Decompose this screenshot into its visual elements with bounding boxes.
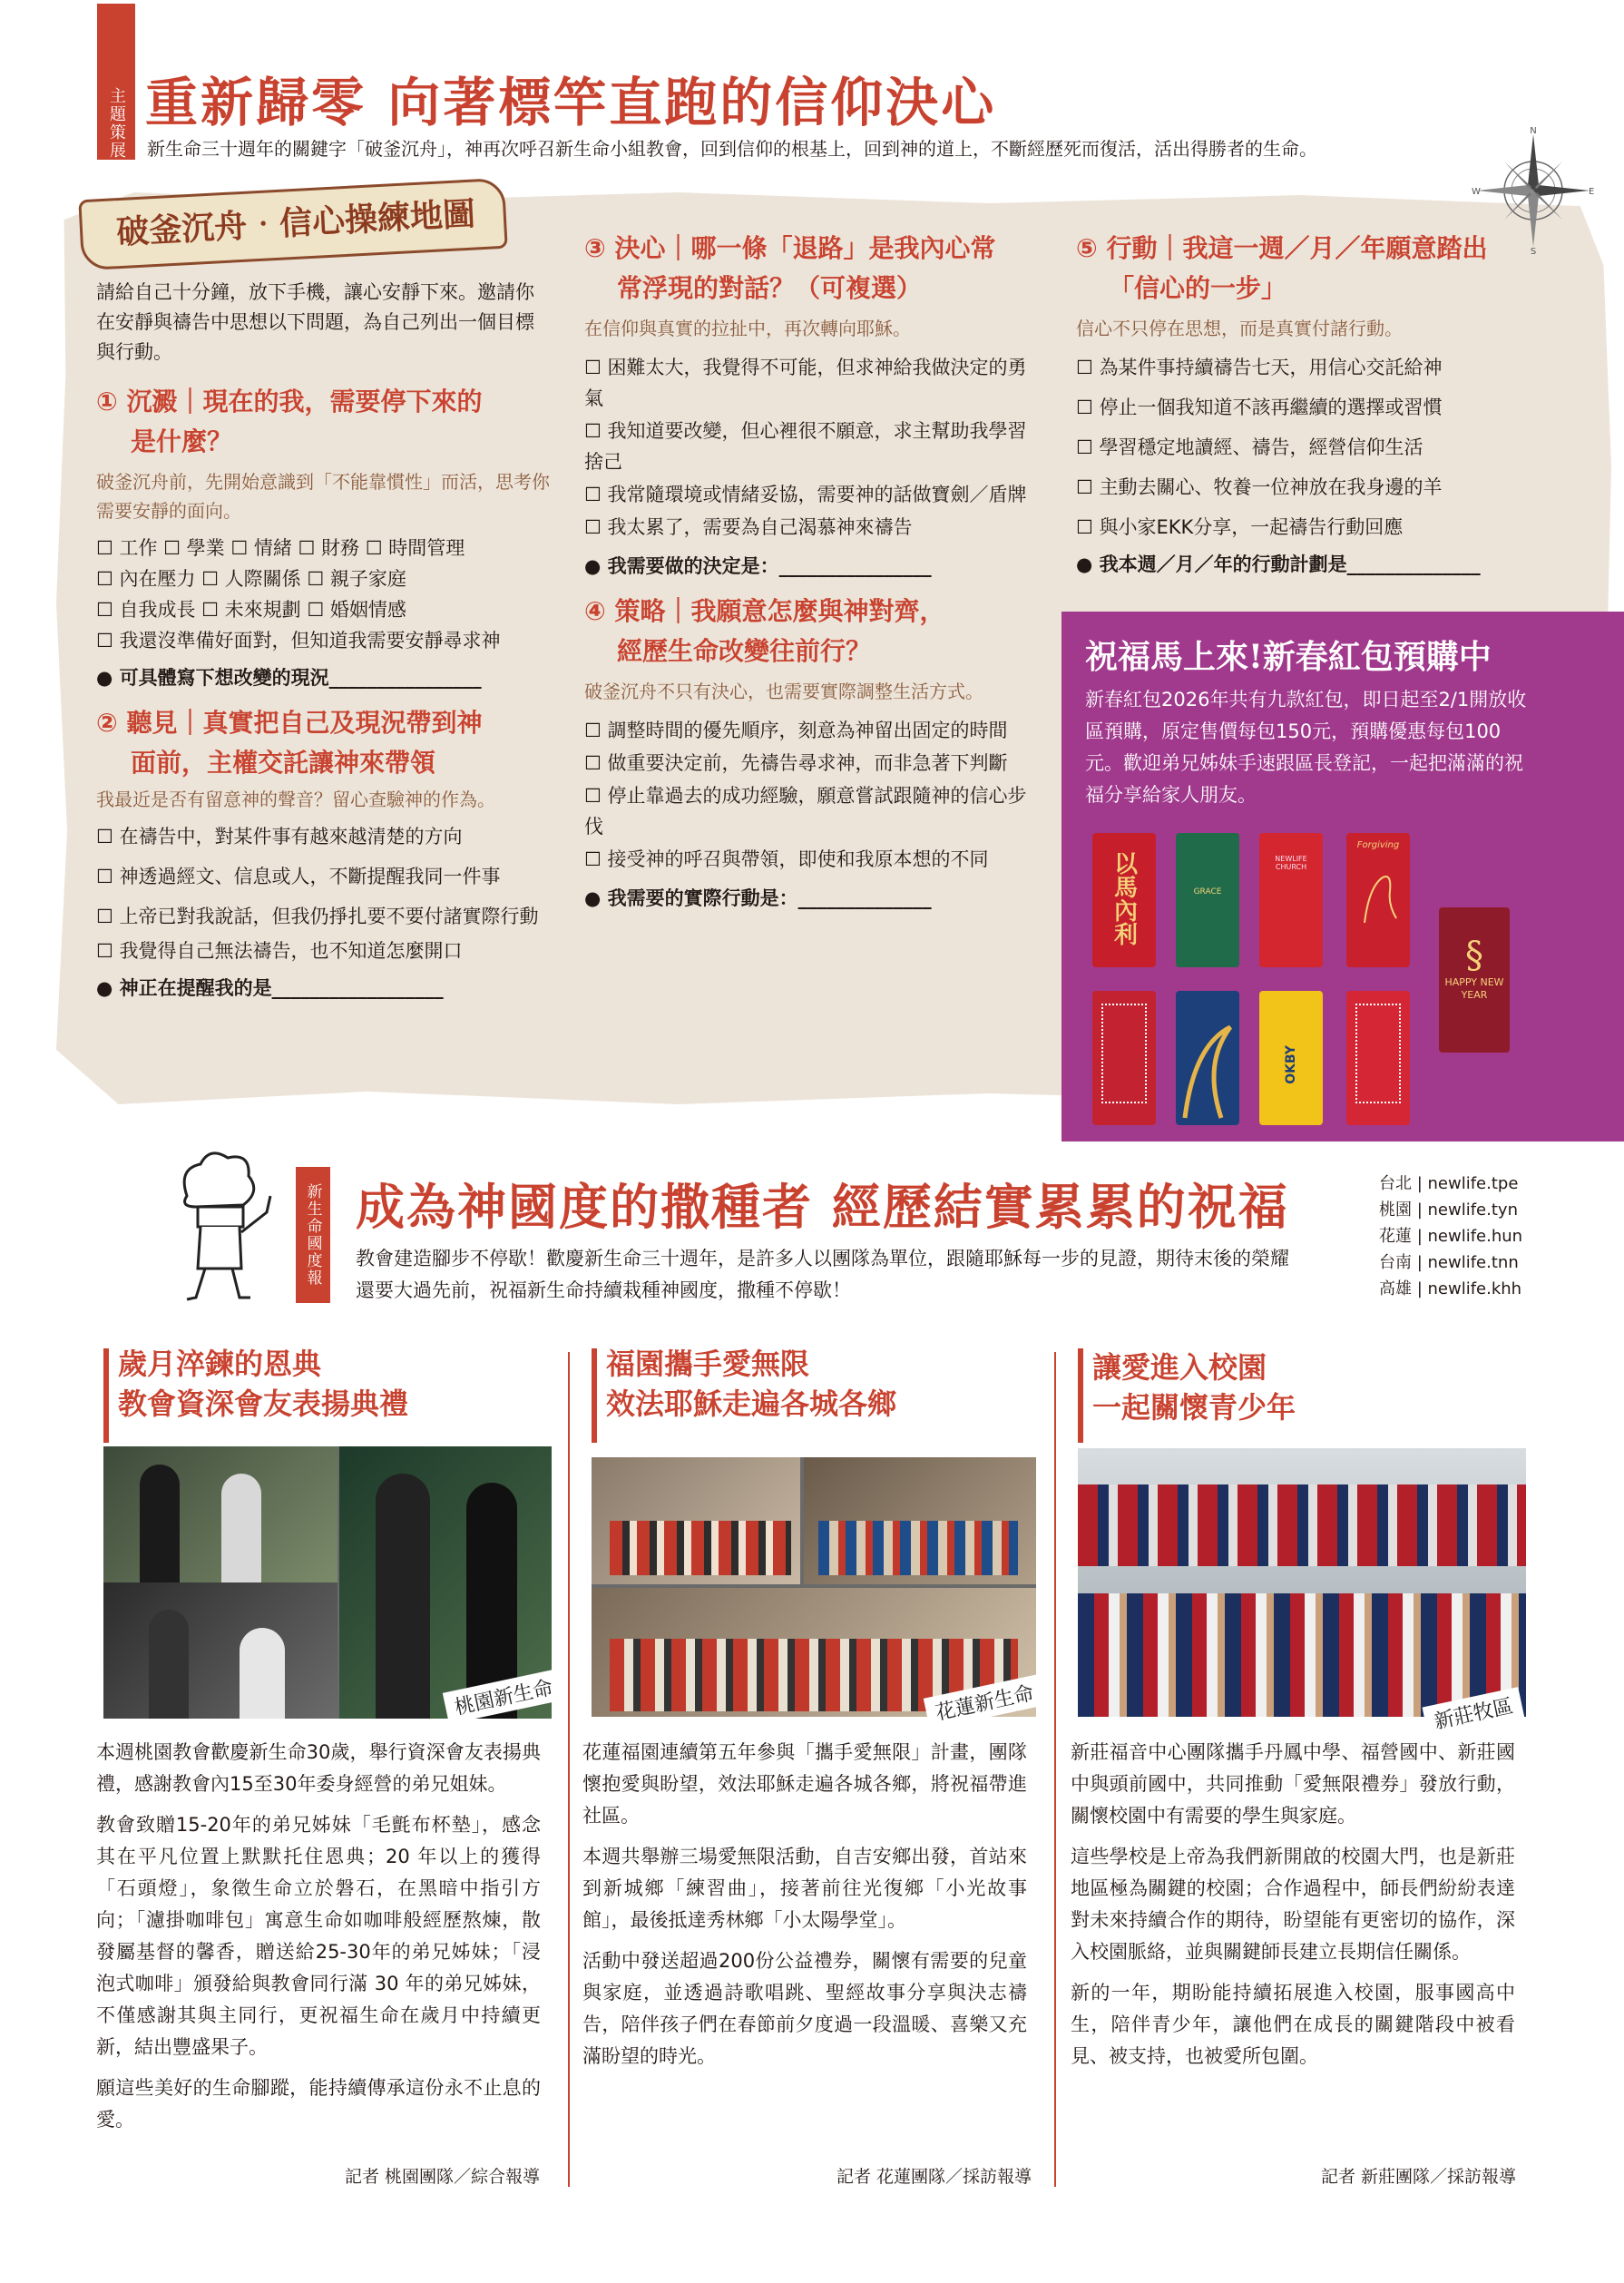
article-2-title: 福園攜手愛無限 — [606, 1347, 810, 1381]
red-envelope — [1346, 991, 1410, 1125]
question-3-write-line[interactable]: ● 我需要做的決定是：________________ — [584, 555, 932, 577]
question-2-title-cont: 面前，主權交託讓神來帶領 — [131, 748, 436, 778]
svg-text:N: N — [1530, 127, 1537, 136]
article-2-signature: 花蓮新生命 — [924, 1674, 1045, 1729]
question-2-option[interactable]: ☐ 在禱告中，對某件事有越來越清楚的方向 — [96, 826, 463, 848]
question-2-subtitle: 我最近是否有留意神的聲音？留心查驗神的作為。 — [96, 789, 495, 810]
article-1-title-cont: 教會資深會友表揚典禮 — [118, 1386, 409, 1421]
svg-text:W: W — [1472, 187, 1481, 197]
red-envelope: 以馬內利 — [1092, 833, 1156, 967]
social-links — [1379, 1171, 1522, 1302]
social-link[interactable]: 桃園 | newlife.tyn — [1379, 1200, 1518, 1220]
red-envelope-gallery — [1085, 822, 1521, 1132]
question-1-option[interactable]: ☐ 工作 ☐ 學業 ☐ 情緒 ☐ 財務 ☐ 時間管理 — [96, 537, 465, 559]
question-5-option[interactable]: ☐ 主動去關心、牧養一位神放在我身邊的羊 — [1076, 476, 1443, 498]
question-4-option[interactable]: ☐ 做重要決定前，先禱告尋求神，而非急著下判斷 — [584, 752, 1008, 774]
red-envelope — [1176, 991, 1239, 1125]
question-5-title: ⑤ 行動｜我這一週／月／年願意踏出 — [1076, 233, 1488, 263]
article-2-credit: 記者 花蓮團隊／採訪報導 — [836, 2167, 1032, 2187]
article-1-credit: 記者 桃園團隊／綜合報導 — [345, 2167, 541, 2187]
question-3-option[interactable]: ☐ 我知道要改變，但心裡很不願意，求主幫助我學習捨己 — [584, 420, 1027, 473]
news-title: 成為神國度的撒種者 經歷結實累累的祝福 — [356, 1179, 1289, 1236]
worksheet-column-3 — [1076, 229, 1548, 581]
swirl-icon — [1176, 991, 1239, 1125]
question-2-option[interactable]: ☐ 我覺得自己無法禱告，也不知道怎麼開口 — [96, 940, 463, 962]
question-1-title-cont: 是什麼？ — [131, 426, 233, 456]
question-3-title-cont: 常浮現的對話？（可複選） — [617, 273, 923, 303]
social-link[interactable]: 台南 | newlife.tnn — [1379, 1253, 1519, 1272]
question-1-title: ① 沉澱｜現在的我，需要停下來的 — [96, 387, 483, 416]
social-link[interactable]: 台北 | newlife.tpe — [1379, 1174, 1519, 1193]
news-tag: 新生命國度報 — [296, 1167, 330, 1303]
red-envelope: § HAPPY NEW YEAR — [1439, 907, 1510, 1053]
article-2-title-cont: 效法耶穌走遍各城各鄉 — [606, 1386, 897, 1421]
page-subtitle: 新生命三十週年的關鍵字「破釜沉舟」，神再次呼召新生命小組教會，回到信仰的根基上，回到神的道上，不斷經歷死而復活，活出得勝者的生命。 — [147, 138, 1317, 160]
social-link[interactable]: 花蓮 | newlife.hun — [1379, 1227, 1523, 1246]
question-1-subtitle: 破釜沉舟前，先開始意識到「不能靠慣性」而活，思考你需要安靜的面向。 — [96, 471, 550, 522]
question-2-title: ② 聽見｜真實把自己及現況帶到神 — [96, 708, 483, 738]
question-3-option[interactable]: ☐ 我常隨環境或情緒妥協，需要神的話做寶劍／盾牌 — [584, 484, 1027, 505]
intro-text: 請給自己十分鐘，放下手機，讓心安靜下來。邀請你在安靜與禱告中思想以下問題，為自己列出一個目標與行動。 — [96, 281, 534, 363]
horse-icon — [1346, 850, 1410, 941]
question-5-option[interactable]: ☐ 與小家EKK分享，一起禱告行動回應 — [1076, 516, 1404, 538]
article-1-body: 本週桃園教會歡慶新生命30歲，舉行資深會友表揚典禮，感謝教會內15至30年委身經營的弟兄姐妹。 教會致贈15-20年的弟兄姊妹「毛氈布杯墊」，感念其在平凡位置上默默托住恩典；20 年以上的獲得「石頭燈」，象徵生命立於磐石，在黑暗中指引方向；「濾掛咖啡包」寓意生命如咖啡般經歷熬煉，散發屬基督的馨香，贈送給25-30年的弟兄姊妹；「浸泡式咖啡」頒發給與教會同行滿 30 年的弟兄姊妹，不僅感謝其與主同行，更祝福生命在歲月中持續更新，結出豐盛果子。 願這些美好的生命腳蹤，能持續傳承這份永不止息的愛。 — [96, 1741, 541, 2131]
news-subtitle: 教會建造腳步不停歇！歡慶新生命三十週年，是許多人以團隊為單位，跟隨耶穌每一步的見證，期待末後的榮耀還要大過先前，祝福新生命持續栽種神國度，撒種不停歇！ — [356, 1248, 1289, 1301]
question-5-write-line[interactable]: ● 我本週／月／年的行動計劃是______________ — [1076, 554, 1481, 575]
sower-mascot-icon — [160, 1142, 278, 1305]
article-3-body: 新莊福音中心團隊攜手丹鳳中學、福營國中、新莊國中與頭前國中，共同推動「愛無限禮券」發放行動，關懷校園中有需要的學生與家庭。 這些學校是上帝為我們新開啟的校園大門，也是新莊地區極為關鍵的校園；合作過程中，師長們紛紛表達對未來持續合作的期待，盼望能有更密切的協作，深入校園脈絡，並與關鍵師長建立長期信任關係。 新的一年，期盼能持續拓展進入校園，服事國高中生，陪伴青少年，讓他們在成長的關鍵階段中被看見、被支持，也被愛所包圍。 — [1071, 1741, 1515, 2067]
question-3-option[interactable]: ☐ 我太累了，需要為自己渴慕神來禱告 — [584, 516, 913, 538]
question-2-option[interactable]: ☐ 上帝已對我說話，但我仍掙扎要不要付諸實際行動 — [96, 906, 539, 927]
red-envelope: NEWLIFE CHURCH — [1259, 833, 1323, 967]
question-4-option[interactable]: ☐ 接受神的呼召與帶領，即使和我原本想的不同 — [584, 848, 989, 870]
article-3-title-cont: 一起關懷青少年 — [1092, 1390, 1296, 1425]
page-title: 重新歸零 向著標竿直跑的信仰決心 — [145, 72, 997, 133]
question-3-title: ③ 決心｜哪一條「退路」是我內心常 — [584, 233, 996, 263]
question-4-subtitle: 破釜沉舟不只有決心，也需要實際調整生活方式。 — [584, 681, 983, 702]
question-2-option[interactable]: ☐ 神透過經文、信息或人，不斷提醒我同一件事 — [96, 866, 501, 887]
question-4-title-cont: 經歷生命改變往前行？ — [617, 636, 872, 666]
article-3-credit: 記者 新莊團隊／採訪報導 — [1321, 2167, 1517, 2187]
question-4-write-line[interactable]: ● 我需要的實際行動是：______________ — [584, 887, 932, 909]
red-envelope: OKBY — [1259, 991, 1323, 1125]
article-3-photo — [1078, 1448, 1526, 1717]
question-4-option[interactable]: ☐ 停止靠過去的成功經驗，願意嘗試跟隨神的信心步伐 — [584, 785, 1027, 838]
article-3-title: 讓愛進入校園 — [1092, 1350, 1267, 1385]
article-1-title: 歲月淬鍊的恩典 — [118, 1347, 322, 1381]
question-5-option[interactable]: ☐ 停止一個我知道不該再繼續的選擇或習慣 — [1076, 397, 1443, 418]
question-5-title-cont: 「信心的一步」 — [1109, 273, 1287, 303]
question-5-subtitle: 信心不只停在思想，而是真實付諸行動。 — [1076, 318, 1403, 339]
red-envelope: GRACE — [1176, 833, 1239, 967]
map-banner-title: 破釜沉舟‧信心操練地圖 — [115, 194, 476, 252]
article-2-photo — [592, 1457, 1036, 1717]
promo-title: 祝福馬上來!新春紅包預購中 — [1085, 638, 1492, 676]
question-3-subtitle: 在信仰與真實的拉扯中，再次轉向耶穌。 — [584, 318, 911, 339]
question-3-option[interactable]: ☐ 困難太大，我覺得不可能，但求神給我做決定的勇氣 — [584, 357, 1027, 409]
question-5-option[interactable]: ☐ 為某件事持續禱告七天，用信心交託給神 — [1076, 357, 1443, 378]
question-4-option[interactable]: ☐ 調整時間的優先順序，刻意為神留出固定的時間 — [584, 720, 1008, 741]
worksheet-column-2 — [584, 229, 1034, 915]
social-link[interactable]: 高雄 | newlife.khh — [1379, 1279, 1522, 1298]
question-5-option[interactable]: ☐ 學習穩定地讀經、禱告，經營信仰生活 — [1076, 436, 1423, 458]
column-divider — [568, 1352, 570, 2187]
question-4-title: ④ 策略｜我願意怎麼與神對齊， — [584, 596, 945, 626]
article-accent-bar — [592, 1348, 597, 1443]
question-2-write-line[interactable]: ● 神正在提醒我的是__________________ — [96, 977, 444, 999]
red-envelope — [1092, 991, 1156, 1125]
section-tag: 主題策展 — [97, 4, 135, 160]
question-1-option[interactable]: ☐ 自我成長 ☐ 未來規劃 ☐ 婚姻情感 — [96, 599, 406, 621]
article-2-body: 花蓮福園連續第五年參與「攜手愛無限」計畫，團隊懷抱愛與盼望，效法耶穌走遍各城各鄉，將祝福帶進社區。 本週共舉辦三場愛無限活動，自吉安鄉出發，首站來到新城鄉「練習曲」，接著前往光復鄉「小光故事館」，最後抵達秀林鄉「小太陽學堂」。 活動中發送超過200份公益禮券，關懷有需要的兒童與家庭，並透過詩歌唱跳、聖經故事分享與決志禱告，陪伴孩子們在春節前夕度過一段溫暖、喜樂又充滿盼望的時光。 — [582, 1741, 1027, 2067]
question-1-option[interactable]: ☐ 我還沒準備好面對，但知道我需要安靜尋求神 — [96, 630, 501, 652]
svg-text:S: S — [1530, 247, 1537, 254]
article-accent-bar — [1078, 1348, 1083, 1443]
article-3-signature: 新莊牧區 — [1423, 1687, 1525, 1739]
column-divider — [1054, 1352, 1056, 2187]
article-1-photo — [103, 1446, 552, 1719]
article-1-signature: 桃園新生命 — [443, 1669, 564, 1724]
question-1-write-line[interactable]: ● 可具體寫下想改變的現況________________ — [96, 667, 482, 689]
red-envelope: Forgiving — [1346, 833, 1410, 967]
article-accent-bar — [103, 1348, 109, 1443]
question-1-option[interactable]: ☐ 內在壓力 ☐ 人際關係 ☐ 親子家庭 — [96, 568, 406, 590]
svg-text:E: E — [1589, 187, 1595, 197]
promo-body: 新春紅包2026年共有九款紅包，即日起至2/1開放收區預購，原定售價每包150元，預購優惠每包100元。歡迎弟兄姊妹手速跟區長登記，一起把滿滿的祝福分享給家人朋友。 — [1085, 689, 1527, 806]
worksheet-column-1 — [96, 278, 550, 1004]
